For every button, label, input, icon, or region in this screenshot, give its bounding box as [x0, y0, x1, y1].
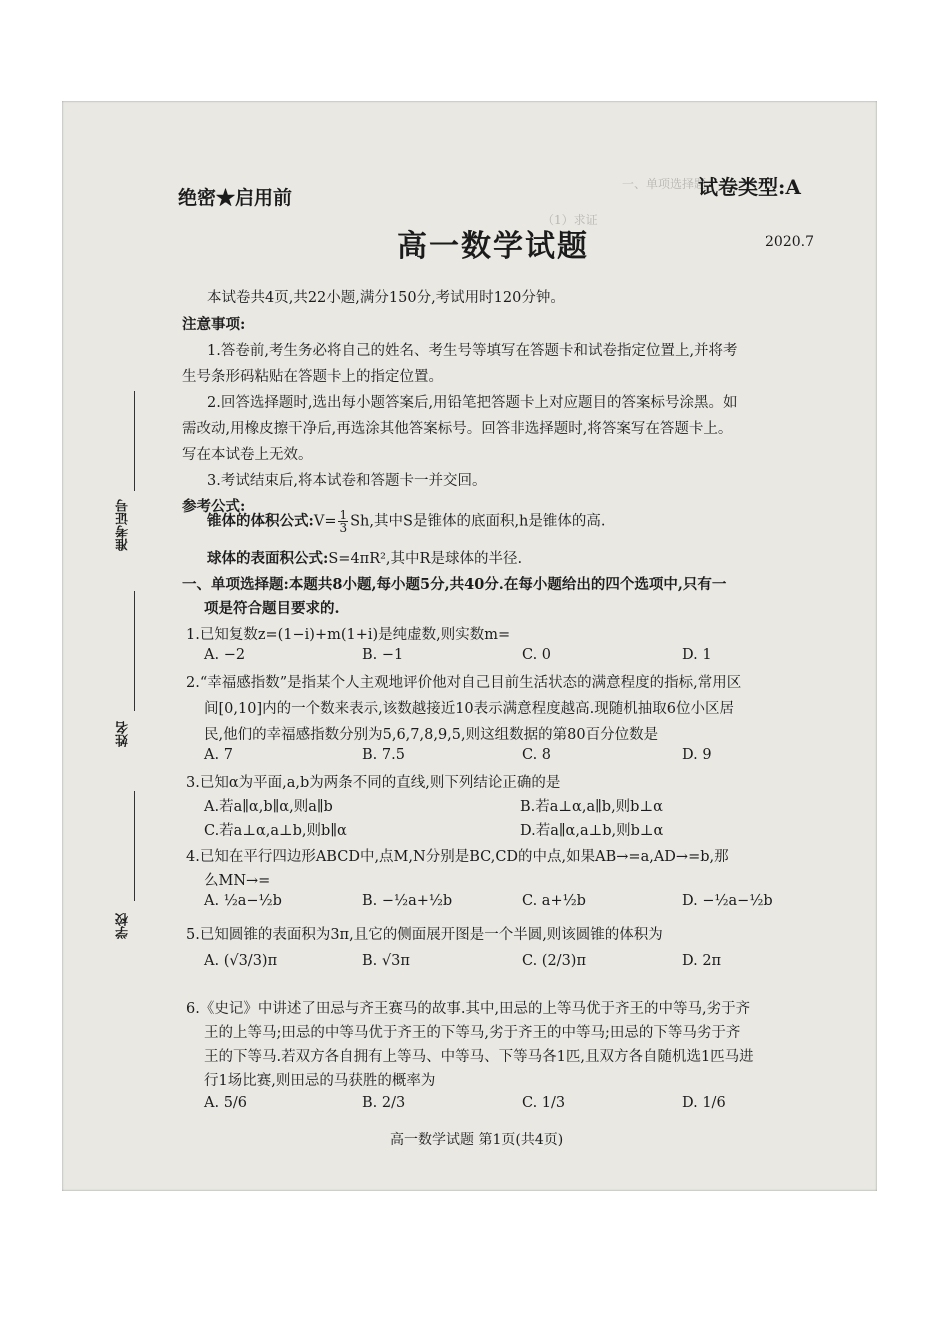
q2-stem-1: 2.“幸福感指数”是指某个人主观地评价他对自己目前生活状态的满意程度的指标,常用区	[186, 675, 742, 691]
fraction-num: 1	[339, 508, 348, 522]
q4-stem-2: 么MN→=	[204, 873, 271, 889]
q6-option-a: A. 5/6	[204, 1095, 248, 1111]
formula-sphere	[207, 547, 522, 568]
side-rule	[134, 391, 135, 491]
formula-cone-label: 锥体的体积公式:	[207, 512, 314, 530]
note-2-c: 写在本试卷上无效。	[182, 447, 313, 463]
q4-stem-1: 4.已知在平行四边形ABCD中,点M,N分别是BC,CD的中点,如果AB→=a,AD→=b,那	[186, 849, 729, 865]
note-1-b: 生号条形码粘贴在答题卡上的指定位置。	[182, 369, 443, 385]
q5-option-a: A. (√3/3)π	[204, 953, 278, 969]
q2-option-c: C. 8	[522, 747, 552, 763]
q6-stem-2: 王的上等马;田忌的中等马优于齐王的下等马,劣于齐王的中等马;田忌的下等马劣于齐	[204, 1025, 741, 1041]
q5-stem: 5.已知圆锥的表面积为3π,且它的侧面展开图是一个半圆,则该圆锥的体积为	[186, 927, 663, 943]
q4-option-c: C. a+½b	[522, 893, 586, 909]
side-label-admission: 准考证号	[116, 499, 131, 551]
formula-cone-lhs: V=	[313, 513, 337, 530]
page-footer: 高一数学试题 第1页(共4页)	[390, 1132, 564, 1148]
q5-option-c: C. (2/3)π	[522, 953, 586, 969]
formula-cone-rhs: Sh,其中S是锥体的底面积,h是锥体的高.	[350, 513, 606, 530]
q1-option-d: D. 1	[682, 647, 712, 663]
q1-option-a: A. −2	[204, 647, 246, 663]
q3-option-b: B.若a⊥α,a∥b,则b⊥α	[520, 799, 663, 815]
side-rule	[134, 791, 135, 901]
q3-option-d: D.若a∥α,a⊥b,则b⊥α	[520, 823, 664, 839]
paper-type: 试卷类型:A	[698, 175, 801, 199]
intro-text: 本试卷共4页,共22小题,满分150分,考试用时120分钟。	[207, 290, 565, 306]
q2-option-b: B. 7.5	[362, 747, 405, 763]
q2-option-d: D. 9	[682, 747, 712, 763]
note-3: 3.考试结束后,将本试卷和答题卡一并交回。	[207, 473, 487, 489]
q3-stem: 3.已知α为平面,a,b为两条不同的直线,则下列结论正确的是	[186, 775, 561, 791]
q6-stem-3: 王的下等马.若双方各自拥有上等马、中等马、下等马各1匹,且双方各自随机选1匹马进	[204, 1049, 754, 1065]
side-label-name: 姓名	[116, 721, 131, 747]
formula-sphere-rhs: S=4πR²,其中R是球体的半径.	[328, 551, 523, 567]
formula-cone	[207, 509, 606, 534]
formula-heading: 参考公式:	[182, 498, 246, 515]
note-1-a: 1.答卷前,考生务必将自己的姓名、考生号等填写在答题卡和试卷指定位置上,并将考	[207, 343, 738, 359]
q2-stem-2: 间[0,10]内的一个数来表示,该数越接近10表示满意程度越高.现随机抽取6位小区居	[204, 701, 734, 717]
side-rule	[134, 591, 135, 711]
q3-option-c: C.若a⊥α,a⊥b,则b∥α	[204, 823, 347, 839]
q6-stem-4: 行1场比赛,则田忌的马获胜的概率为	[204, 1073, 436, 1089]
q4-option-a: A. ½a−½b	[204, 893, 282, 909]
q6-option-c: C. 1/3	[522, 1095, 566, 1111]
q6-option-d: D. 1/6	[682, 1095, 726, 1111]
section-heading-cont: 项是符合题目要求的.	[204, 600, 340, 617]
exam-date: 2020.7	[765, 234, 814, 250]
bleed-text: （1）求证	[542, 213, 598, 227]
note-2-a: 2.回答选择题时,选出每小题答案后,用铅笔把答题卡上对应题目的答案标号涂黑。如	[207, 395, 738, 411]
q4-option-b: B. −½a+½b	[362, 893, 453, 909]
q2-option-a: A. 7	[204, 747, 233, 763]
q1-option-b: B. −1	[362, 647, 404, 663]
section-heading: 一、单项选择题:本题共8小题,每小题5分,共40分.在每小题给出的四个选项中,只有一	[182, 576, 727, 593]
q5-option-d: D. 2π	[682, 953, 722, 969]
q5-option-b: B. √3π	[362, 953, 410, 969]
q6-option-b: B. 2/3	[362, 1095, 406, 1111]
side-label-school: 学校	[116, 913, 131, 939]
confidential-mark: 绝密★启用前	[178, 187, 293, 209]
q6-stem-1: 6.《史记》中讲述了田忌与齐王赛马的故事.其中,田忌的上等马优于齐王的中等马,劣于齐	[186, 1001, 751, 1017]
fraction-den: 3	[339, 521, 348, 535]
q4-option-d: D. −½a−½b	[682, 893, 773, 909]
q1-option-c: C. 0	[522, 647, 552, 663]
q2-stem-3: 民,他们的幸福感指数分别为5,6,7,8,9,5,则这组数据的第80百分位数是	[204, 727, 659, 743]
note-2-b: 需改动,用橡皮擦干净后,再选涂其他答案标号。回答非选择题时,将答案写在答题卡上。	[182, 421, 733, 437]
notes-heading: 注意事项:	[182, 316, 246, 333]
formula-sphere-label: 球体的表面积公式:	[207, 550, 329, 567]
page-title: 高一数学试题	[397, 229, 589, 264]
bleed-text: 一、单项选择题	[622, 177, 707, 191]
q3-option-a: A.若a∥α,b∥α,则a∥b	[204, 799, 333, 815]
fraction	[338, 509, 348, 534]
q1-stem: 1.已知复数z=(1−i)+m(1+i)是纯虚数,则实数m=	[186, 627, 511, 643]
exam-page	[62, 101, 877, 1191]
